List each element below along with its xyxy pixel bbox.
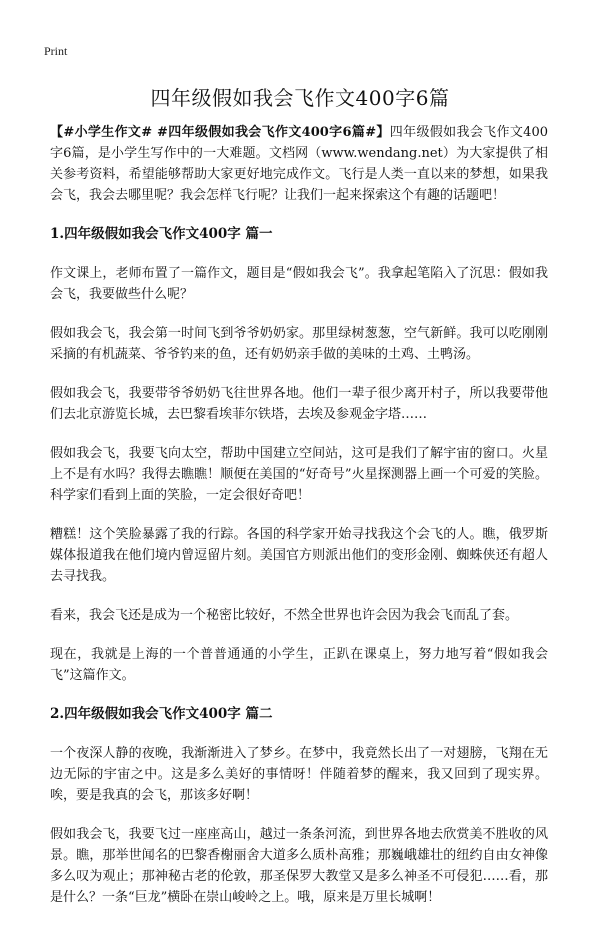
paragraph: 假如我会飞，我要飞向太空，帮助中国建立空间站，这可是我们了解宇宙的窗口。火星上不是有水吗？我得去瞧瞧！顺便在美国的“好奇号”火星探测器上画一个可爱的笑脸。科学家们看到上面的笑脸，一定会很好奇吧！: [50, 446, 548, 503]
paragraph: 现在，我就是上海的一个普普通通的小学生，正趴在课桌上，努力地写着“假如我会飞”这篇作文。: [50, 647, 548, 683]
document-title: 四年级假如我会飞作文400字6篇: [150, 86, 450, 110]
paragraph: 假如我会飞，我会第一时间飞到爷爷奶奶家。那里绿树葱葱，空气新鲜。我可以吃刚刚采摘的有机蔬菜、爷爷钓来的鱼，还有奶奶亲手做的美味的土鸡、土鸭汤。: [50, 326, 548, 362]
paragraph: 作文课上，老师布置了一篇作文，题目是“假如我会飞”。我拿起笔陷入了沉思：假如我会飞，我要做些什么呢？: [50, 266, 548, 302]
print-label[interactable]: Print: [44, 44, 68, 58]
paragraph: 一个夜深人静的夜晚，我渐渐进入了梦乡。在梦中，我竟然长出了一对翅膀，飞翔在无边无际的宇宙之中。这是多么美好的事情呀！伴随着梦的醒来，我又回到了现实界。唉，要是我真的会飞，那该多好啊！: [50, 746, 548, 803]
paragraph: 假如我会飞，我要飞过一座座高山，越过一条条河流，到世界各地去欣赏美不胜收的风景。瞧，那举世闻名的巴黎香榭丽舍大道多么质朴高雅；那巍峨雄壮的纽约自由女神像多么叹为观止；那神秘古老的伦敦，那圣保罗大教堂又是多么神圣不可侵犯……看，那是什么？一条“巨龙”横卧在崇山峻岭之上。哦，原来是万里长城啊！: [50, 827, 548, 905]
section-heading-1: 1.四年级假如我会飞作文400字 篇一: [50, 226, 273, 242]
section-heading-2: 2.四年级假如我会飞作文400字 篇二: [50, 706, 273, 722]
intro-paragraph: [50, 122, 548, 206]
paragraph: 假如我会飞，我要带爷爷奶奶飞往世界各地。他们一辈子很少离开村子，所以我要带他们去北京游览长城，去巴黎看埃菲尔铁塔，去埃及参观金字塔……: [50, 386, 548, 422]
intro-text: 四年级假如我会飞作文400字6篇，是小学生写作中的一大难题。文档网（www.wendang.net）为大家提供了相关参考资料，希望能够帮助大家更好地完成作文。飞行是人类一直以来的梦想，如果我会飞，我会去哪里呢？我会怎样飞行呢？让我们一起来探索这个有趣的话题吧！: [50, 125, 548, 203]
paragraph: 看来，我会飞还是成为一个秘密比较好，不然全世界也许会因为我会飞而乱了套。: [50, 608, 519, 623]
document-body: [50, 122, 548, 926]
paragraph: 糟糕！这个笑脸暴露了我的行踪。各国的科学家开始寻找我这个会飞的人。瞧，俄罗斯媒体报道我在他们境内曾逗留片刻。美国官方则派出他们的变形金刚、蜘蛛侠还有超人去寻找我。: [50, 527, 548, 584]
intro-tag: 【#小学生作文# #四年级假如我会飞作文400字6篇#】: [50, 125, 390, 140]
